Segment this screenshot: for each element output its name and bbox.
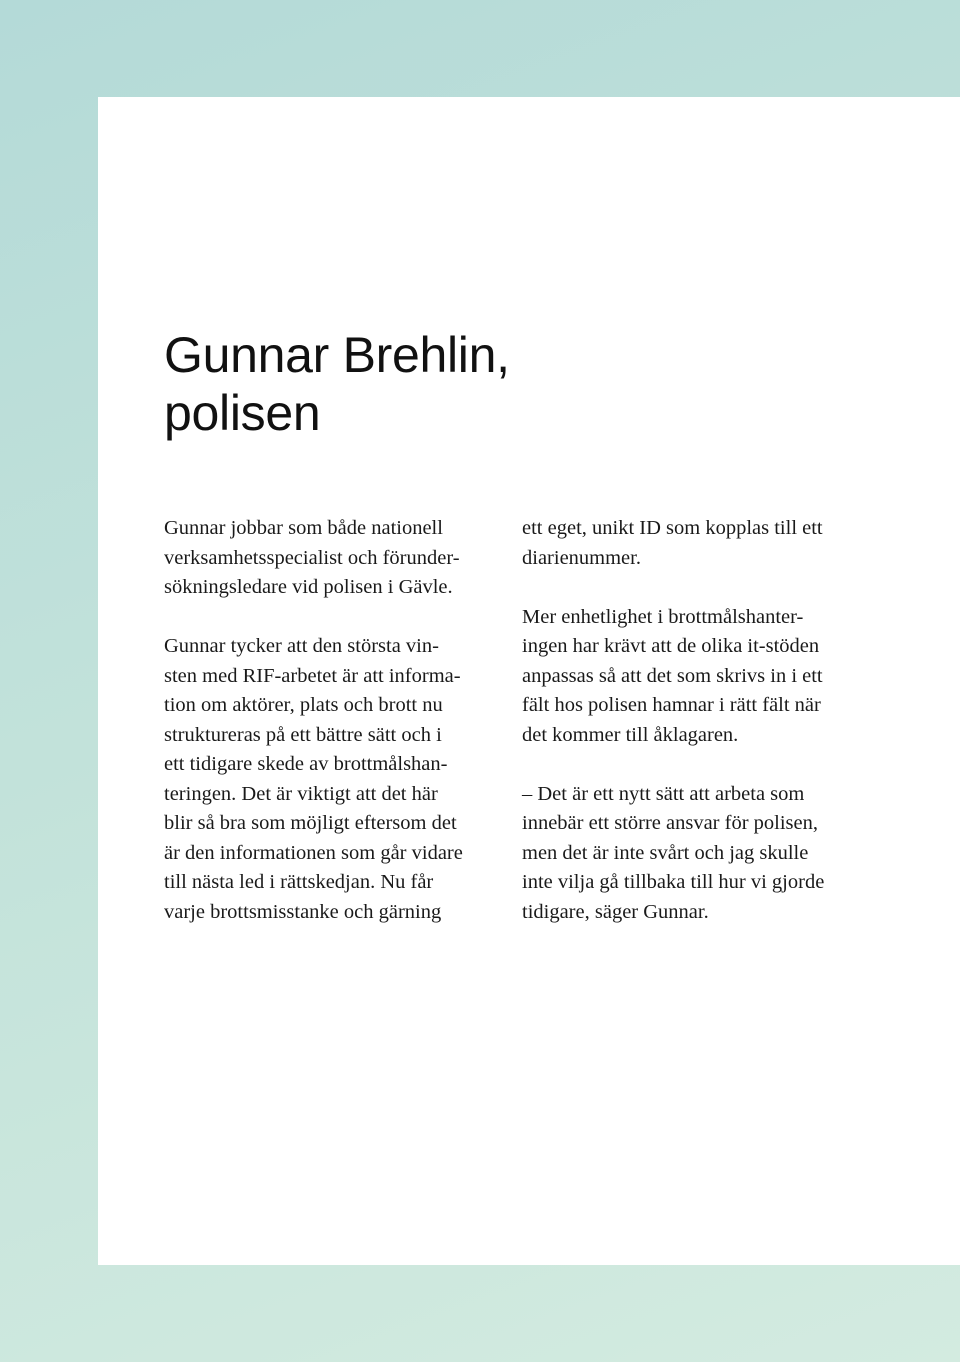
text-line: Mer enhetlighet i brottmålshanter- bbox=[522, 605, 804, 628]
paragraph-intro bbox=[164, 514, 504, 603]
text-line: sökningsledare vid polisen i Gävle. bbox=[164, 576, 453, 598]
text-line: men det är inte svårt och jag skulle bbox=[522, 841, 809, 864]
paragraph-continuation bbox=[522, 514, 882, 573]
title-line-2: polisen bbox=[164, 385, 321, 441]
paragraph-uniformity bbox=[522, 603, 882, 751]
text-line: ett tidigare skede av brottmålshan- bbox=[164, 753, 448, 775]
text-line: varje brottsmisstanke och gärning bbox=[164, 900, 442, 923]
text-line: ett eget, unikt ID som kopplas till ett bbox=[522, 517, 823, 539]
text-line: verksamhetsspecialist och förunder- bbox=[164, 546, 460, 569]
text-line: innebär ett större ansvar för polisen, bbox=[522, 812, 819, 834]
text-line: till nästa led i rättskedjan. Nu får bbox=[164, 871, 434, 893]
text-line: anpassas så att det som skrivs in i ett bbox=[522, 664, 823, 687]
text-line: teringen. Det är viktigt att det här bbox=[164, 782, 438, 805]
title-line-1: Gunnar Brehlin, bbox=[164, 327, 510, 383]
text-line: diarienummer. bbox=[522, 546, 641, 569]
text-line: är den informationen som går vidare bbox=[164, 841, 463, 864]
paragraph-rif-benefits bbox=[164, 632, 504, 927]
paragraph-quote bbox=[522, 780, 882, 928]
text-line: tion om aktörer, plats och brott nu bbox=[164, 694, 443, 716]
text-line: ingen har krävt att de olika it-stöden bbox=[522, 635, 820, 657]
text-line: Gunnar tycker att den största vin- bbox=[164, 635, 439, 657]
text-line: inte vilja gå tillbaka till hur vi gjorde bbox=[522, 871, 825, 893]
right-column bbox=[522, 514, 882, 957]
left-column bbox=[164, 514, 504, 957]
text-line: sten med RIF-arbetet är att informa- bbox=[164, 664, 461, 687]
text-line: – Det är ett nytt sätt att arbeta som bbox=[522, 782, 805, 805]
text-line: tidigare, säger Gunnar. bbox=[522, 900, 709, 923]
article-title bbox=[164, 326, 510, 442]
text-line: blir så bra som möjligt eftersom det bbox=[164, 812, 457, 834]
text-line: Gunnar jobbar som både nationell bbox=[164, 517, 443, 539]
text-line: struktureras på ett bättre sätt och i bbox=[164, 723, 442, 746]
text-line: det kommer till åklagaren. bbox=[522, 723, 739, 746]
text-line: fält hos polisen hamnar i rätt fält när bbox=[522, 694, 821, 716]
